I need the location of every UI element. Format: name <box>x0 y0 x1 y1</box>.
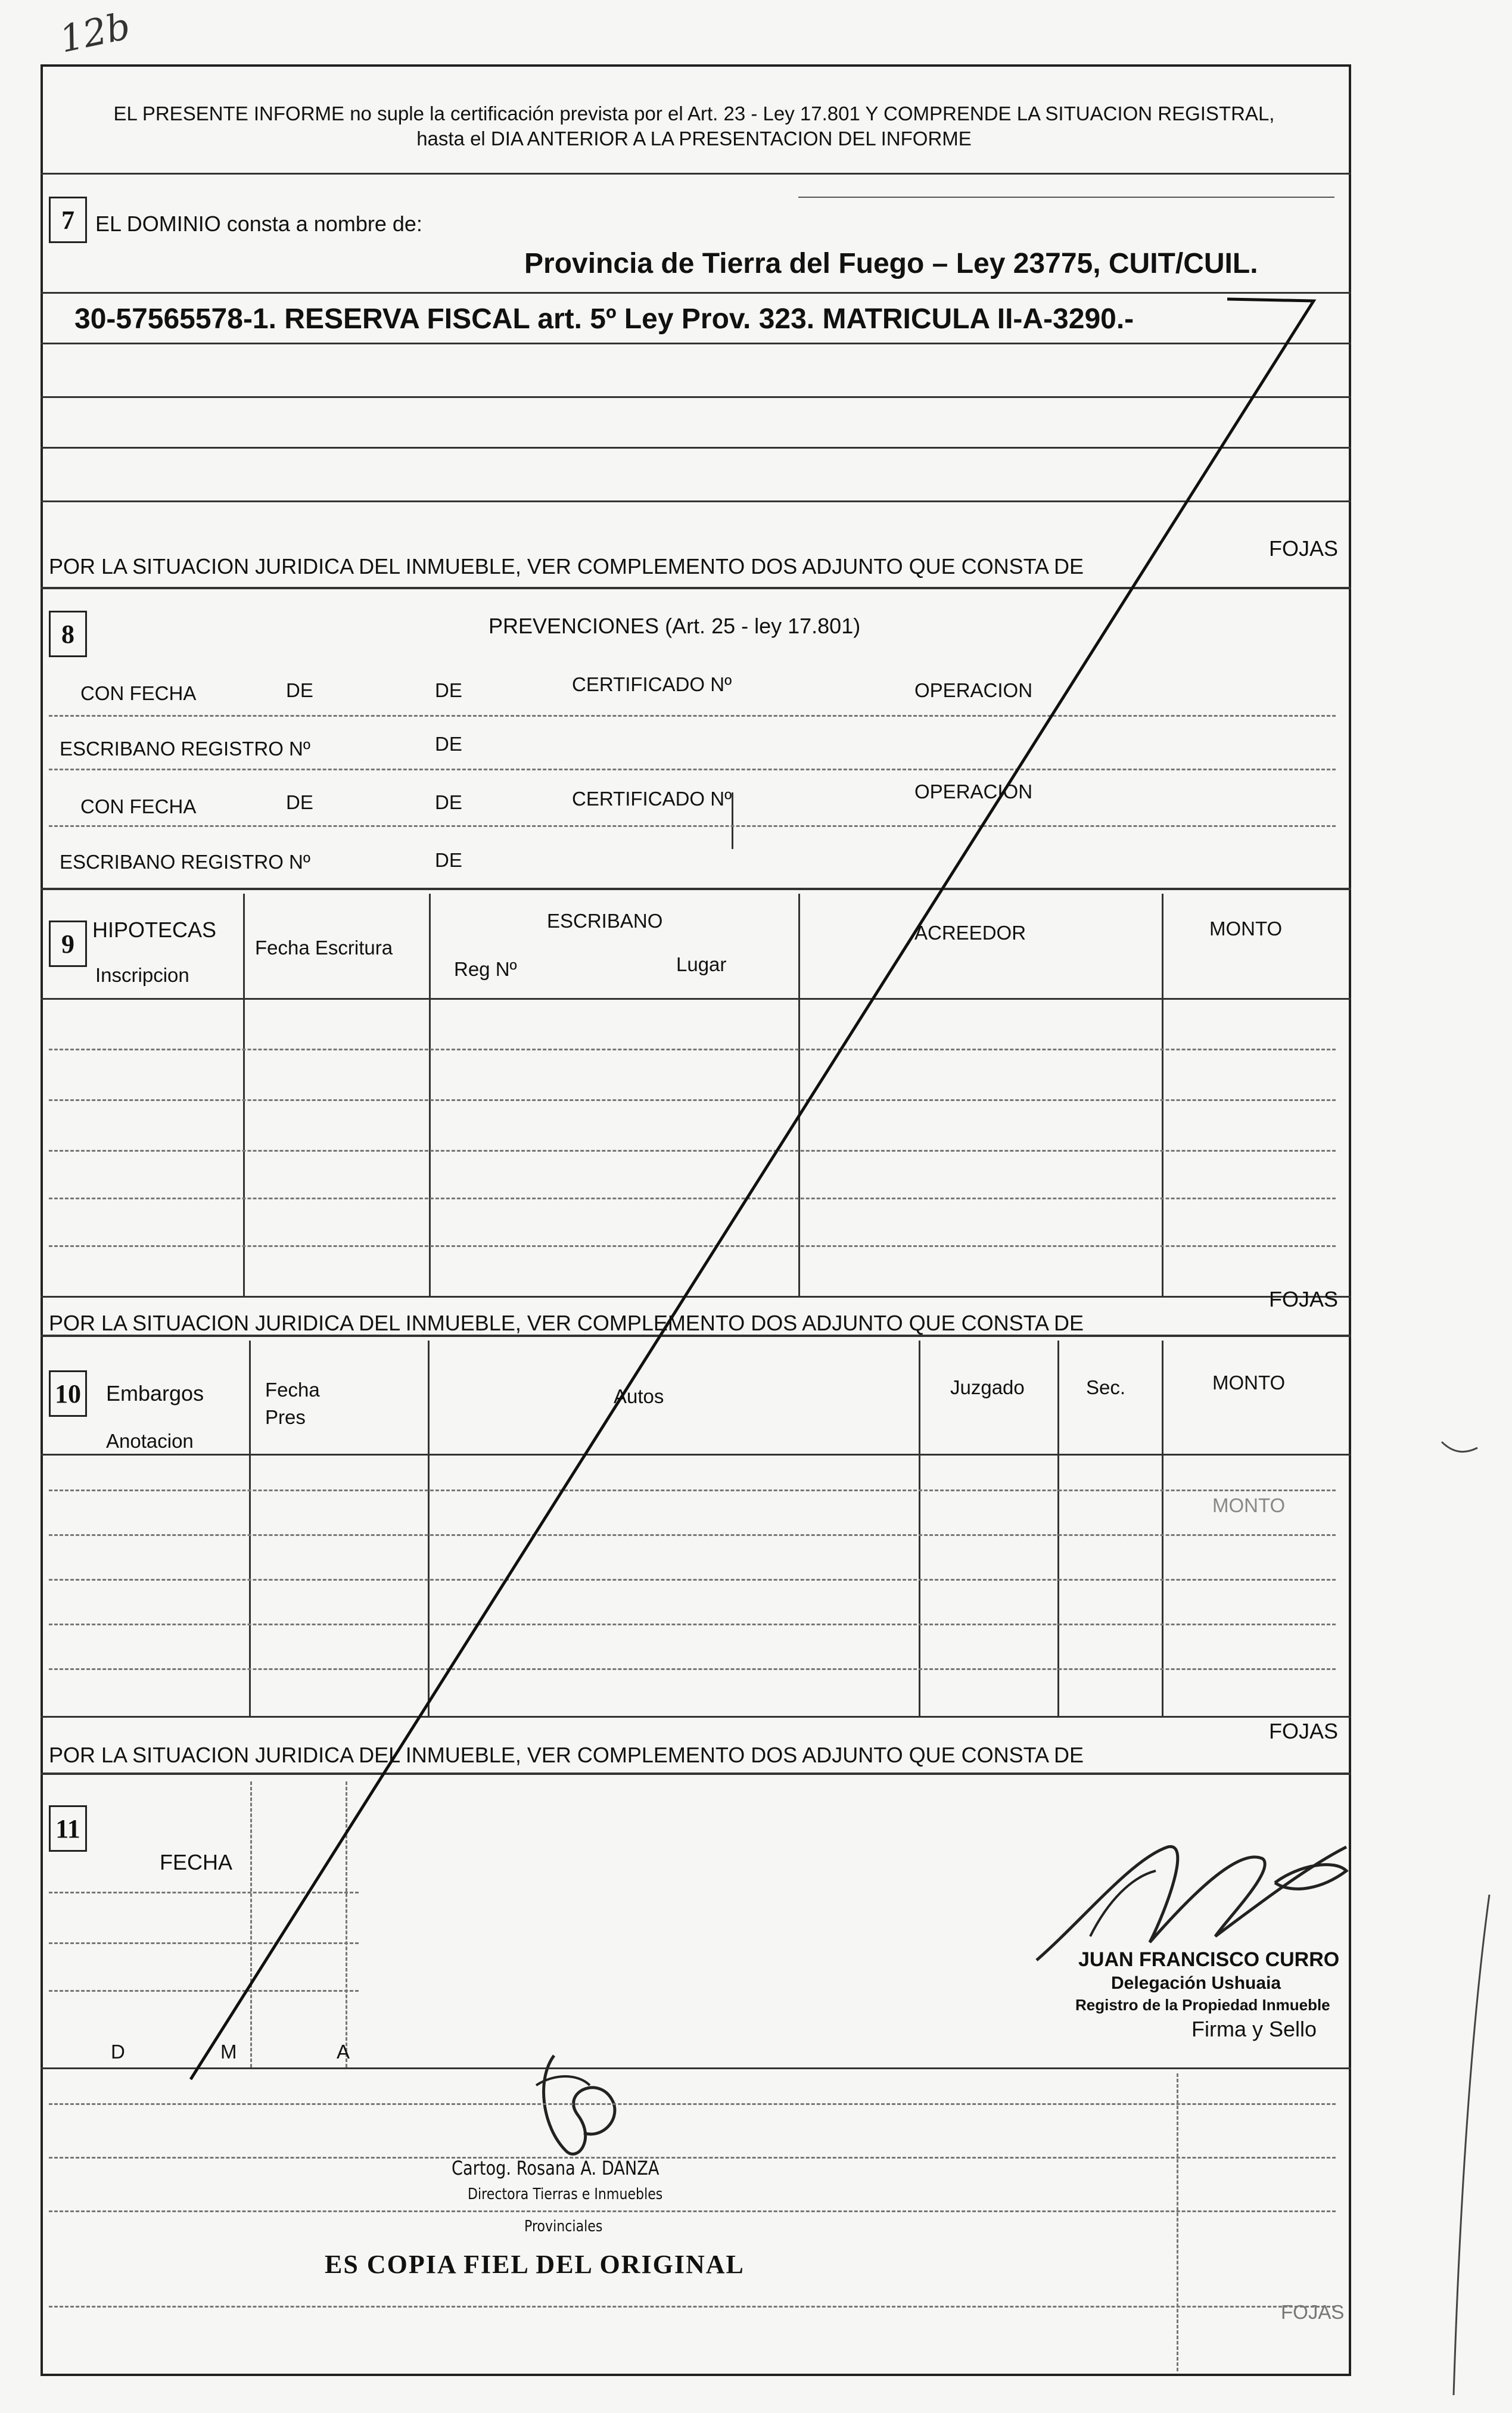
acreedor-label: ACREEDOR <box>914 922 1026 944</box>
month-label: M <box>220 2041 237 2063</box>
prev2-de-2: DE <box>435 791 462 813</box>
director-name: Cartog. Rosana A. DANZA <box>452 2157 659 2179</box>
section-10-footer: POR LA SITUACION JURIDICA DEL INMUEBLE, VER COMPLEMENTO DOS ADJUNTO QUE CONSTA DE <box>49 1743 1084 1767</box>
corner-handwritten-note: 12b <box>55 4 134 61</box>
sec-label: Sec. <box>1086 1376 1126 1398</box>
fecha-label: FECHA <box>160 1850 233 1874</box>
embargos-monto-label: MONTO <box>1212 1372 1286 1394</box>
section-9-fojas: FOJAS <box>1269 1287 1339 1311</box>
section-7-footer: POR LA SITUACION JURIDICA DEL INMUEBLE, VER COMPLEMENTO DOS ADJUNTO QUE CONSTA DE <box>49 554 1084 579</box>
faint-fojas: FOJAS <box>1281 2301 1345 2323</box>
faint-monto: MONTO <box>1212 1494 1286 1516</box>
section-10-fojas: FOJAS <box>1269 1719 1339 1743</box>
lugar-label: Lugar <box>676 953 727 975</box>
director-title-2: Provinciales <box>524 2218 603 2235</box>
section-10-number: 10 <box>49 1370 87 1417</box>
hipotecas-label: HIPOTECAS <box>92 918 217 942</box>
prev1-de-3: DE <box>435 733 462 755</box>
escribano-label: ESCRIBANO <box>547 910 663 932</box>
prev1-certificado: CERTIFICADO Nº <box>572 673 732 695</box>
fecha-pres-label: Fecha Pres <box>265 1379 320 1428</box>
hipotecas-monto-label: MONTO <box>1209 918 1283 940</box>
prev1-de-1: DE <box>286 679 313 701</box>
prev1-de-2: DE <box>435 679 462 701</box>
prev1-escribano: ESCRIBANO REGISTRO Nº <box>60 738 310 760</box>
section-11-number: 11 <box>49 1805 87 1852</box>
owner-line-2: 30-57565578-1. RESERVA FISCAL art. 5º Ley Prov. 323. MATRICULA II-A-3290.- <box>74 303 1134 335</box>
firma-sello-label: Firma y Sello <box>1191 2017 1317 2041</box>
juzgado-label: Juzgado <box>950 1376 1025 1398</box>
section-9-number: 9 <box>49 921 87 967</box>
header-line-1: EL PRESENTE INFORME no suple la certificación prevista por el Art. 23 - Ley 17.801 Y COMPRENDE LA SITUACION REGISTRAL, <box>113 102 1275 125</box>
prev1-con-fecha: CON FECHA <box>80 682 197 704</box>
year-label: A <box>337 2041 350 2063</box>
autos-label: Autos <box>614 1385 664 1407</box>
prev2-de-1: DE <box>286 791 313 813</box>
prev2-con-fecha: CON FECHA <box>80 795 197 817</box>
stamp-office: Delegación Ushuaia <box>1111 1973 1281 1993</box>
copia-fiel-stamp: ES COPIA FIEL DEL ORIGINAL <box>325 2250 745 2279</box>
anotacion-label: Anotacion <box>106 1430 194 1452</box>
section-7-number: 7 <box>49 197 87 243</box>
embargos-label: Embargos <box>106 1381 204 1405</box>
section-8-title: PREVENCIONES (Art. 25 - ley 17.801) <box>489 614 861 638</box>
prev2-certificado: CERTIFICADO Nº <box>572 788 732 810</box>
day-label: D <box>111 2041 125 2063</box>
fecha-escritura-label: Fecha Escritura <box>255 937 393 959</box>
page-edge-marks <box>1418 1430 1507 2407</box>
owner-line-1: Provincia de Tierra del Fuego – Ley 23775, CUIT/CUIL. <box>524 248 1258 279</box>
reg-label: Reg Nº <box>454 958 517 980</box>
stamp-registry: Registro de la Propiedad Inmueble <box>1075 1996 1330 2014</box>
director-title-1: Directora Tierras e Inmuebles <box>468 2185 663 2203</box>
prev2-escribano: ESCRIBANO REGISTRO Nº <box>60 851 310 873</box>
header-line-2: hasta el DIA ANTERIOR A LA PRESENTACION DEL INFORME <box>416 128 972 150</box>
section-9-footer: POR LA SITUACION JURIDICA DEL INMUEBLE, VER COMPLEMENTO DOS ADJUNTO QUE CONSTA DE <box>49 1311 1084 1335</box>
prev1-operacion: OPERACION <box>914 679 1033 701</box>
section-7-label: EL DOMINIO consta a nombre de: <box>95 212 422 236</box>
section-7-fojas: FOJAS <box>1269 536 1339 561</box>
prev2-operacion: OPERACION <box>914 781 1033 803</box>
prev2-de-3: DE <box>435 849 462 871</box>
inscripcion-label: Inscripcion <box>95 964 189 986</box>
stamp-name: JUAN FRANCISCO CURRO <box>1078 1948 1340 1971</box>
section-8-number: 8 <box>49 611 87 657</box>
